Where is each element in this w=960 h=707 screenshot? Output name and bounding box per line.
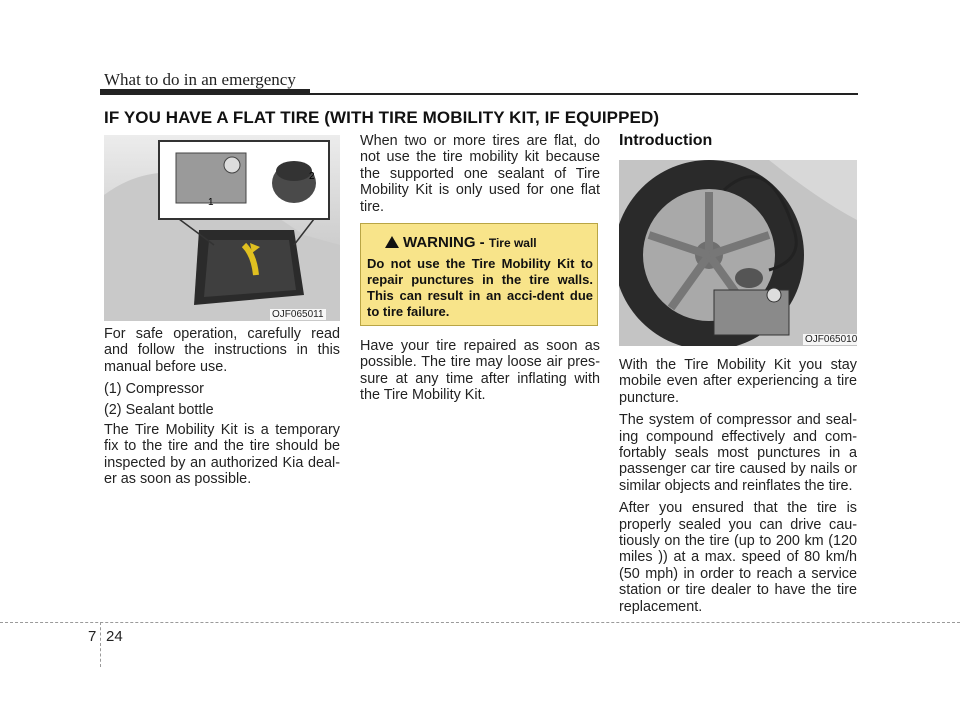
temporary-fix-paragraph: The Tire Mobility Kit is a temporary fix to the tire and the tire should be inspected by an authorized Kia deal-er as soon as possible. xyxy=(104,422,340,488)
intro-paragraph-1: With the Tire Mobility Kit you stay mobile even after experiencing a tire puncture. xyxy=(619,357,857,406)
warning-subject: Tire wall xyxy=(488,236,537,250)
figure-code-left: OJF065011 xyxy=(272,309,324,320)
warning-label: WARNING - xyxy=(403,234,489,251)
callout-1: 1 xyxy=(208,197,214,208)
tire-kit-illustration xyxy=(619,160,857,346)
header-rule xyxy=(100,93,858,95)
column-3 xyxy=(619,357,857,621)
figure-code-right: OJF065010 xyxy=(805,334,858,345)
item-compressor: (1) Compressor xyxy=(104,381,204,398)
warning-title xyxy=(385,234,537,251)
intro-paragraph-3: After you ensured that the tire is properly sealed you can drive cau-tiously on the tire (up to 200 km (120 miles )) at a max. speed of 80 km/h (50 mph) in order to reach a service station or tire dealer to have the tire replacement. xyxy=(619,500,857,615)
chapter-header: What to do in an emergency xyxy=(104,70,296,89)
intro-paragraph-2: The system of compressor and seal-ing compound effectively and com-fortably seals most punctures in a passenger car tire caused by nails or similar objects and reinflates the tire. xyxy=(619,412,857,494)
warning-body: Do not use the Tire Mobility Kit to repair punctures in the tire walls. This can result in an acci-dent due to tire failure. xyxy=(367,256,593,319)
chapter-number: 7 xyxy=(88,628,97,645)
column-1 xyxy=(104,326,340,494)
item-sealant-bottle: (2) Sealant bottle xyxy=(104,401,214,418)
callout-2: 2 xyxy=(309,171,315,182)
multiple-flat-paragraph: When two or more tires are flat, do not use the tire mobility kit because the supported one sealant of Tire Mobility Kit is only used for one flat tire. xyxy=(360,133,600,215)
page-number: 24 xyxy=(106,628,123,645)
column-2-top xyxy=(360,133,600,221)
trunk-kit-drawing xyxy=(104,135,340,321)
introduction-heading: Introduction xyxy=(619,132,713,149)
warning-triangle-icon xyxy=(385,236,399,248)
tire-kit-drawing xyxy=(619,160,857,346)
repair-paragraph: Have your tire repaired as soon as possible. The tire may loose air pres-sure at any time after inflating with the Tire Mobility Kit. xyxy=(360,338,600,404)
column-2-bottom xyxy=(360,338,600,410)
trunk-kit-illustration xyxy=(104,135,340,321)
footer-vertical-rule xyxy=(100,622,101,667)
section-title: IF YOU HAVE A FLAT TIRE (WITH TIRE MOBILITY KIT, IF EQUIPPED) xyxy=(104,108,660,127)
safety-paragraph: For safe operation, carefully read and follow the instructions in this manual before use. xyxy=(104,326,340,375)
warning-box xyxy=(360,223,598,326)
footer-rule xyxy=(0,622,960,623)
